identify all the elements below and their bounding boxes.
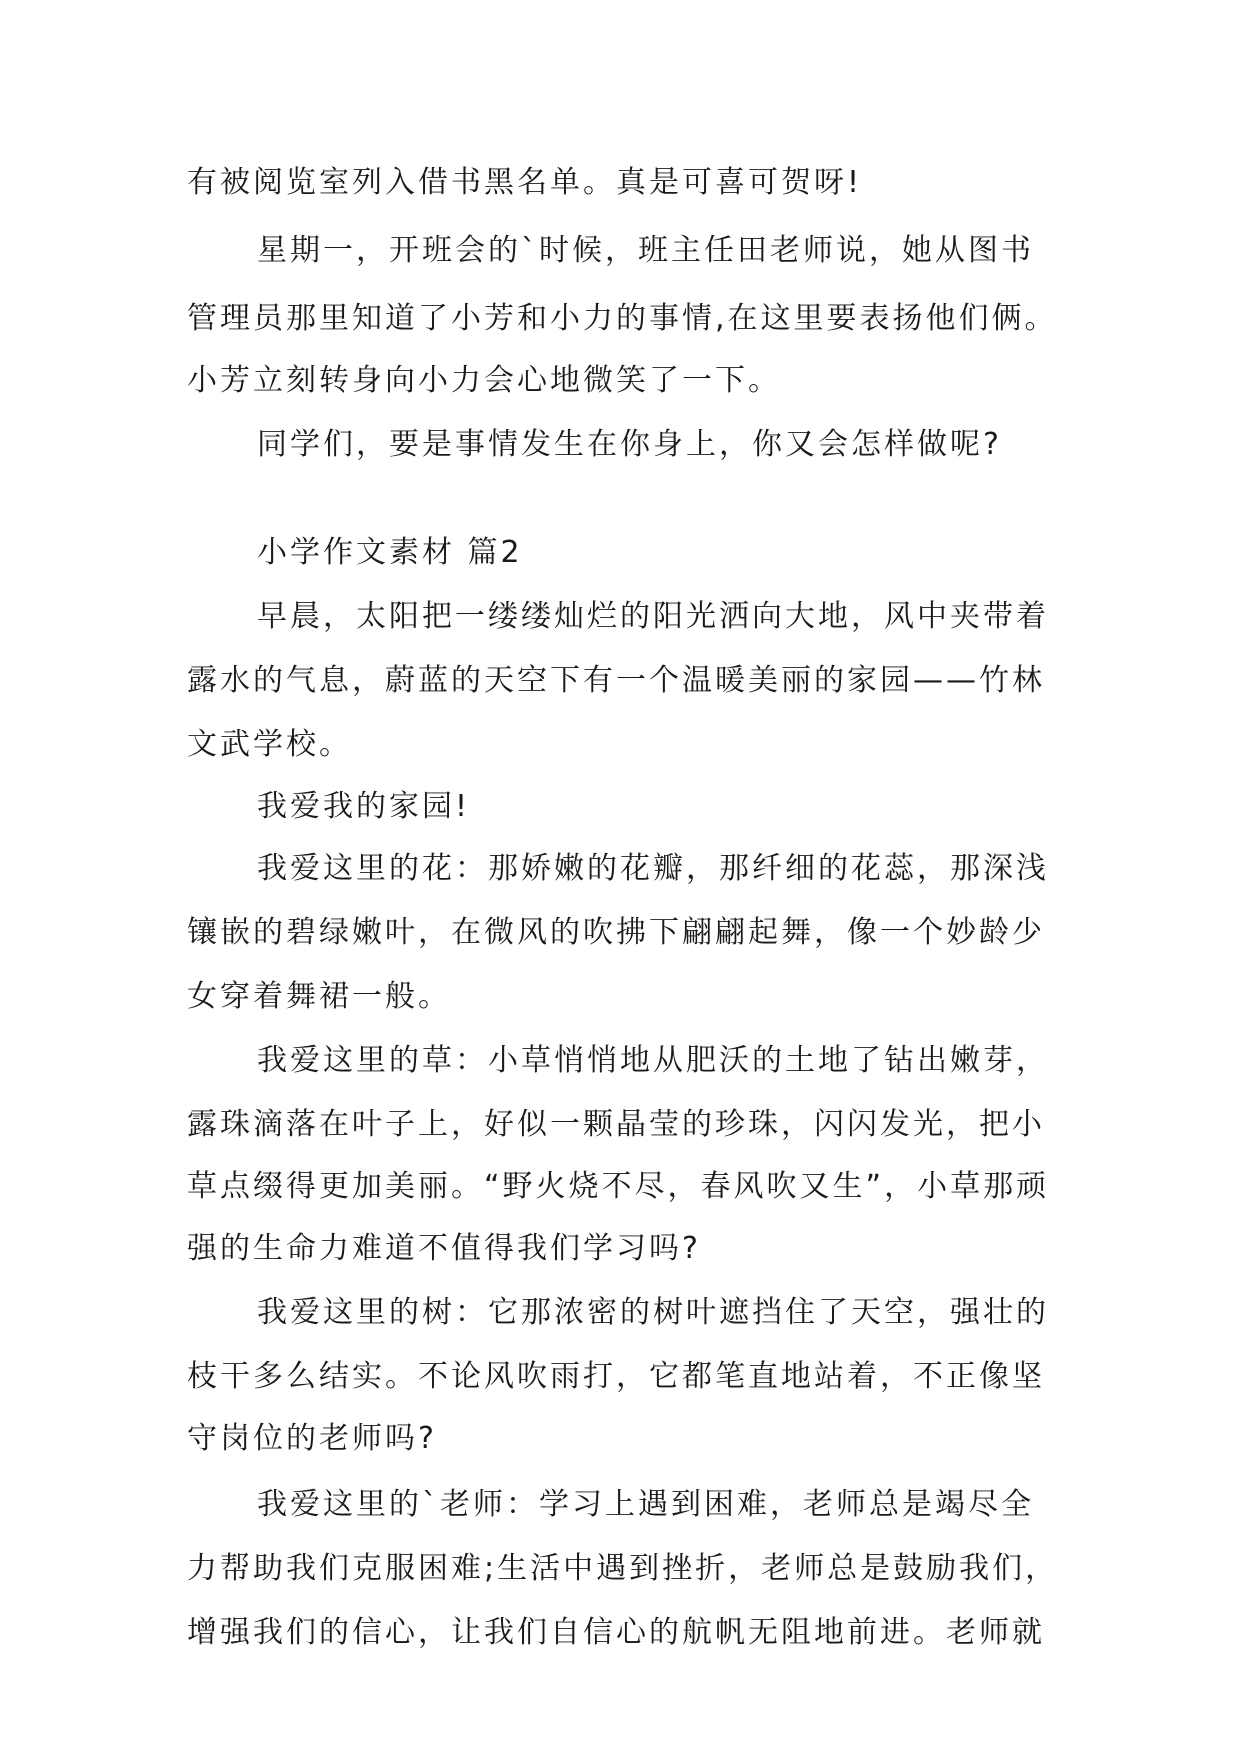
- text-line-1: 有被阅览室列入借书黑名单。真是可喜可贺呀!: [187, 165, 863, 200]
- text-line-20: 我爱这里的`老师：学习上遇到困难，老师总是竭尽全: [257, 1487, 1034, 1522]
- text-line-18: 枝干多么结实。不论风吹雨打，它都笔直地站着，不正像坚: [187, 1359, 1045, 1394]
- text-line-22: 增强我们的信心，让我们自信心的航帆无阻地前进。老师就: [187, 1615, 1045, 1650]
- text-line-5: 同学们，要是事情发生在你身上，你又会怎样做呢?: [257, 427, 1002, 462]
- text-line-6: 早晨，太阳把一缕缕灿烂的阳光洒向大地，风中夹带着: [257, 599, 1049, 634]
- text-line-13: 我爱这里的草：小草悄悄地从肥沃的土地了钻出嫩芽，: [257, 1043, 1049, 1078]
- text-line-2: 星期一，开班会的`时候，班主任田老师说，她从图书: [257, 233, 1034, 268]
- text-line-14: 露珠滴落在叶子上，好似一颗晶莹的珍珠，闪闪发光，把小: [187, 1107, 1045, 1142]
- text-line-7: 露水的气息，蔚蓝的天空下有一个温暖美丽的家园——竹林: [187, 663, 1045, 698]
- text-line-4: 小芳立刻转身向小力会心地微笑了一下。: [187, 363, 781, 398]
- text-line-19: 守岗位的老师吗?: [187, 1421, 437, 1456]
- text-line-17: 我爱这里的树：它那浓密的树叶遮挡住了天空，强壮的: [257, 1295, 1049, 1330]
- text-line-12: 女穿着舞裙一般。: [187, 979, 451, 1014]
- text-line-11: 镶嵌的碧绿嫩叶，在微风的吹拂下翩翩起舞，像一个妙龄少: [187, 915, 1045, 950]
- text-line-10: 我爱这里的花：那娇嫩的花瓣，那纤细的花蕊，那深浅: [257, 851, 1049, 886]
- text-line-16: 强的生命力难道不值得我们学习吗?: [187, 1231, 701, 1266]
- text-line-8: 文武学校。: [187, 727, 352, 762]
- text-line-9: 我爱我的家园!: [257, 789, 471, 824]
- section-heading: 小学作文素材 篇2: [257, 535, 523, 570]
- text-line-15: 草点缀得更加美丽。“野火烧不尽，春风吹又生”，小草那顽: [187, 1169, 1050, 1204]
- text-line-3: 管理员那里知道了小芳和小力的事情,在这里要表扬他们俩。: [187, 301, 1058, 336]
- text-line-21: 力帮助我们克服困难;生活中遇到挫折，老师总是鼓励我们，: [187, 1551, 1059, 1586]
